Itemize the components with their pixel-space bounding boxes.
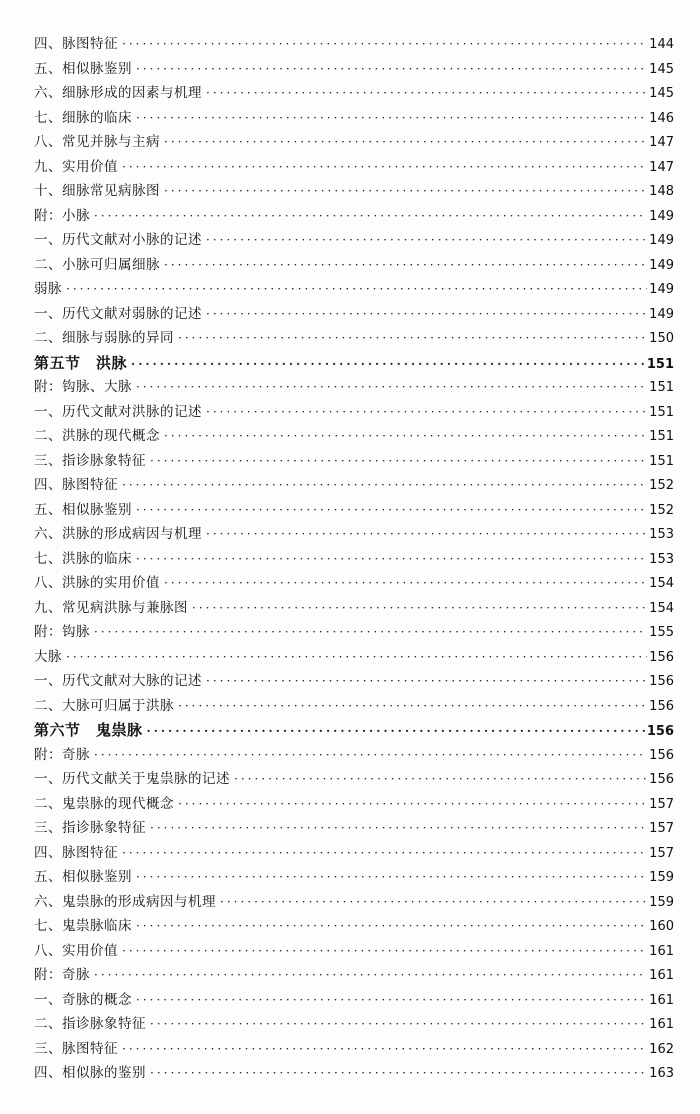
toc-entry[interactable] [34, 424, 674, 449]
toc-entry[interactable] [34, 375, 674, 400]
toc-entry-label: 一、历代文献对洪脉的记述 [34, 403, 202, 420]
toc-section-heading[interactable] [34, 351, 674, 376]
toc-page-number: 157 [649, 845, 674, 861]
toc-entry[interactable] [34, 1061, 674, 1086]
toc-leader-dots [178, 694, 647, 719]
toc-page-number: 149 [649, 208, 674, 224]
toc-leader-dots [136, 375, 647, 400]
toc-entry[interactable] [34, 988, 674, 1013]
toc-page-number: 151 [649, 453, 674, 469]
toc-entry-label: 一、历代文献对小脉的记述 [34, 232, 202, 248]
toc-entry[interactable] [34, 890, 674, 915]
toc-page-number: 153 [649, 551, 674, 567]
toc-leader-dots [206, 302, 647, 327]
toc-entry-label: 九、常见病洪脉与兼脉图 [34, 599, 188, 616]
toc-leader-dots [136, 865, 647, 890]
toc-entry-label: 弱脉 [34, 281, 62, 297]
toc-entry[interactable] [34, 939, 674, 964]
toc-entry-label: 四、脉图特征 [34, 36, 118, 52]
toc-entry[interactable] [34, 204, 674, 229]
toc-page-number: 159 [649, 894, 674, 910]
toc-leader-dots [150, 449, 647, 474]
toc-entry[interactable] [34, 449, 674, 474]
toc-leader-dots [192, 596, 647, 621]
toc-entry[interactable] [34, 1037, 674, 1062]
toc-leader-dots [206, 81, 647, 106]
toc-entry-label: 一、历代文献对弱脉的记述 [34, 305, 202, 322]
toc-page-number: 156 [649, 698, 674, 714]
toc-entry-label: 六、鬼祟脉的形成病因与机理 [34, 893, 216, 910]
toc-leader-dots [136, 106, 647, 131]
toc-entry[interactable] [34, 865, 674, 890]
toc-leader-dots [178, 326, 647, 351]
toc-leader-dots [94, 963, 647, 988]
toc-entry[interactable] [34, 645, 674, 670]
toc-page-number: 163 [649, 1066, 674, 1081]
toc-leader-dots [122, 841, 647, 866]
toc-leader-dots [206, 400, 647, 425]
toc-page-number: 149 [649, 257, 674, 273]
toc-entry-label: 附：小脉 [34, 207, 90, 224]
toc-entry-label: 八、洪脉的实用价值 [34, 575, 160, 591]
toc-entry[interactable] [34, 326, 674, 351]
toc-page-number: 148 [649, 184, 674, 199]
toc-leader-dots [136, 988, 647, 1013]
toc-leader-dots [150, 816, 647, 841]
toc-entry-label: 二、指诊脉象特征 [34, 1016, 146, 1032]
toc-page-number: 152 [649, 502, 674, 518]
toc-leader-dots [122, 473, 647, 498]
toc-entry-label: 二、小脉可归属细脉 [34, 256, 160, 273]
toc-page-number: 157 [649, 796, 674, 812]
toc-leader-dots [122, 939, 647, 964]
toc-page-number: 160 [649, 919, 674, 934]
toc-entry[interactable] [34, 963, 674, 988]
toc-leader-dots [164, 179, 647, 204]
toc-entry[interactable] [34, 596, 674, 621]
toc-entry[interactable] [34, 130, 674, 155]
toc-leader-dots [206, 228, 647, 253]
toc-entry-label: 六、细脉形成的因素与机理 [34, 85, 202, 101]
toc-entry-label: 四、脉图特征 [34, 477, 118, 493]
toc-entry-label: 七、鬼祟脉临床 [34, 918, 132, 934]
toc-entry-label: 一、历代文献对大脉的记述 [34, 673, 202, 689]
toc-leader-dots [206, 522, 647, 547]
toc-leader-dots [150, 1012, 647, 1037]
toc-page-number: 161 [649, 968, 674, 983]
toc-page-number: 154 [649, 576, 674, 591]
toc-entry-label: 二、洪脉的现代概念 [34, 428, 160, 444]
toc-page-number: 161 [649, 992, 674, 1008]
toc-page-number: 144 [649, 37, 674, 52]
toc-entry-label: 二、细脉与弱脉的异同 [34, 330, 174, 346]
toc-page-number: 147 [649, 159, 674, 175]
toc-entry[interactable] [34, 1012, 674, 1037]
toc-entry[interactable] [34, 571, 674, 596]
toc-page-number: 156 [649, 674, 674, 689]
toc-leader-dots [150, 1061, 647, 1086]
toc-entry[interactable] [34, 669, 674, 694]
toc-leader-dots [234, 767, 647, 792]
toc-entry-label: 一、历代文献关于鬼祟脉的记述 [34, 771, 230, 787]
toc-entry-label: 附：奇脉 [34, 967, 90, 983]
toc-leader-dots [206, 669, 647, 694]
toc-leader-dots [136, 547, 647, 572]
toc-entry[interactable] [34, 743, 674, 768]
toc-page-number: 151 [646, 356, 674, 372]
toc-entry-label: 附：奇脉 [34, 746, 90, 763]
toc-leader-dots [136, 914, 647, 939]
toc-entry-label: 七、细脉的临床 [34, 109, 132, 126]
toc-entry[interactable] [34, 179, 674, 204]
toc-entry[interactable] [34, 620, 674, 645]
toc-page-number: 145 [649, 61, 674, 77]
toc-entry-label: 八、实用价值 [34, 942, 118, 959]
toc-leader-dots [94, 204, 647, 229]
toc-entry[interactable] [34, 302, 674, 327]
toc-page-number: 154 [649, 600, 674, 616]
toc-page-number: 149 [649, 233, 674, 248]
toc-section-heading[interactable] [34, 718, 674, 743]
toc-entry-label: 附：钩脉、大脉 [34, 379, 132, 395]
toc-page-number: 155 [649, 625, 674, 640]
toc-page-number: 149 [649, 306, 674, 322]
toc-entry[interactable] [34, 498, 674, 523]
toc-entry-label: 四、脉图特征 [34, 844, 118, 861]
toc-leader-dots [220, 890, 647, 915]
toc-page-number: 157 [649, 821, 674, 836]
toc-entry[interactable] [34, 57, 674, 82]
toc-page-number: 151 [649, 380, 674, 395]
toc-entry-label: 大脉 [34, 648, 62, 665]
toc-entry-label: 第五节 洪脉 [34, 353, 128, 372]
toc-entry-label: 一、奇脉的概念 [34, 991, 132, 1008]
toc-entry-label: 附：钩脉 [34, 624, 90, 640]
toc-entry[interactable] [34, 400, 674, 425]
toc-page-number: 149 [649, 282, 674, 297]
toc-entry-label: 三、指诊脉象特征 [34, 820, 146, 836]
toc-entry[interactable] [34, 841, 674, 866]
toc-entry-label: 六、洪脉的形成病因与机理 [34, 526, 202, 542]
toc-page-number: 162 [649, 1041, 674, 1057]
toc-entry[interactable] [34, 914, 674, 939]
toc-entry[interactable] [34, 81, 674, 106]
toc-entry-label: 四、相似脉的鉴别 [34, 1065, 146, 1081]
toc-entry-label: 七、洪脉的临床 [34, 550, 132, 567]
toc-page-number: 151 [649, 404, 674, 420]
toc-leader-dots [164, 424, 647, 449]
toc-page-number: 153 [649, 527, 674, 542]
toc-leader-dots [131, 352, 645, 377]
toc-leader-dots [136, 57, 647, 82]
toc-page-number: 147 [649, 135, 674, 150]
toc-leader-dots [164, 130, 647, 155]
toc-page-number: 159 [649, 870, 674, 885]
toc-entry[interactable] [34, 767, 674, 792]
toc-leader-dots [66, 645, 647, 670]
toc-entry-label: 三、脉图特征 [34, 1040, 118, 1057]
toc-entry-label: 九、实用价值 [34, 158, 118, 175]
toc-leader-dots [122, 32, 647, 57]
toc-entry-label: 五、相似脉鉴别 [34, 60, 132, 77]
toc-entry[interactable] [34, 792, 674, 817]
toc-leader-dots [66, 277, 647, 302]
toc-entry-label: 第六节 鬼祟脉 [34, 721, 143, 739]
toc-page-number: 146 [649, 110, 674, 126]
toc-entry-label: 五、相似脉鉴别 [34, 869, 132, 885]
toc-page-number: 156 [649, 649, 674, 665]
toc-entry-label: 二、鬼祟脉的现代概念 [34, 795, 174, 812]
toc-entry[interactable] [34, 253, 674, 278]
toc-leader-dots [136, 498, 647, 523]
toc-entry[interactable] [34, 473, 674, 498]
toc-entry-label: 二、大脉可归属于洪脉 [34, 697, 174, 714]
toc-entry[interactable] [34, 32, 674, 57]
toc-leader-dots [122, 155, 647, 180]
toc-page-number: 145 [649, 86, 674, 101]
toc-leader-dots [164, 253, 647, 278]
toc-leader-dots [178, 792, 647, 817]
toc-entry[interactable] [34, 522, 674, 547]
toc-entry[interactable] [34, 547, 674, 572]
toc-page-number: 161 [649, 1017, 674, 1032]
toc-entry-label: 五、相似脉鉴别 [34, 501, 132, 518]
toc-page-number: 156 [649, 772, 674, 787]
toc-entry-label: 八、常见并脉与主病 [34, 134, 160, 150]
toc-entry[interactable] [34, 277, 674, 302]
toc-page-number: 152 [649, 478, 674, 493]
table-of-contents [34, 32, 674, 1086]
toc-page-number: 156 [646, 724, 674, 739]
toc-entry[interactable] [34, 155, 674, 180]
toc-leader-dots [164, 571, 647, 596]
toc-leader-dots [94, 620, 647, 645]
toc-entry[interactable] [34, 106, 674, 131]
toc-leader-dots [122, 1037, 647, 1062]
toc-entry[interactable] [34, 816, 674, 841]
toc-page-number: 156 [649, 747, 674, 763]
toc-entry-label: 十、细脉常见病脉图 [34, 183, 160, 199]
toc-page-number: 151 [649, 429, 674, 444]
toc-leader-dots [147, 719, 645, 744]
toc-entry[interactable] [34, 694, 674, 719]
toc-leader-dots [94, 743, 647, 768]
toc-entry-label: 三、指诊脉象特征 [34, 452, 146, 469]
toc-page-number: 161 [649, 943, 674, 959]
toc-page-number: 150 [649, 331, 674, 346]
toc-entry[interactable] [34, 228, 674, 253]
